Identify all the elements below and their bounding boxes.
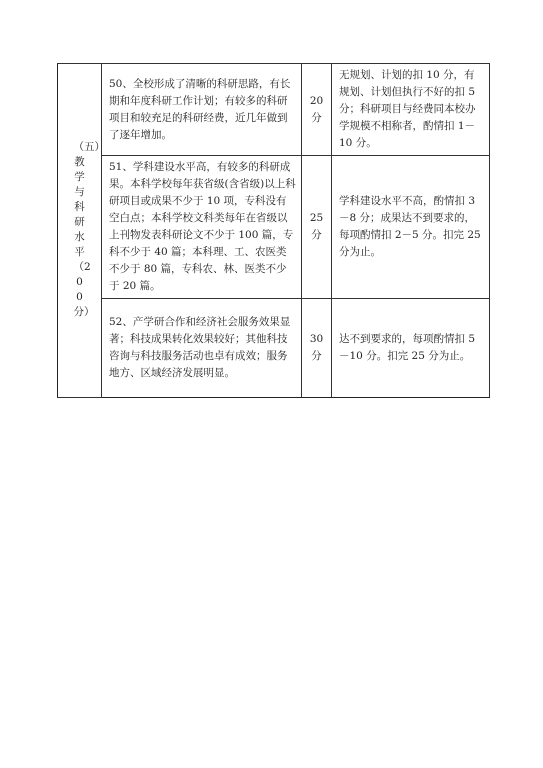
evaluation-table: [57, 63, 490, 398]
standard-cell: 52、产学研合作和经济社会服务效果显著；科技成果转化效果较好；其他科技咨询与科技服务活动也卓有成效；服务地方、区域经济发展明显。: [102, 299, 302, 398]
table-row: [58, 64, 490, 156]
standard-cell: 50、全校形成了清晰的科研思路，有长期和年度科研工作计划；有较多的科研项目和较充足的科研经费，近几年做到了逐年增加。: [102, 64, 302, 156]
score-cell: 30 分: [302, 299, 332, 398]
rule-cell: 学科建设水平不高，酌情扣 3－8 分；成果达不到要求的，每项酌情扣 2－5 分。扣完 25 分为止。: [332, 156, 490, 299]
table-row: [58, 299, 490, 398]
category-cell: [58, 64, 105, 398]
score-cell: 20 分: [302, 64, 332, 156]
standard-cell: 51、学科建设水平高，有较多的科研成果。本科学校每年获省级(含省级)以上科研项目或成果不少于 10 项，专科没有空白点；本科学校文科类每年在省级以上刊物发表科研论文不少于 100 篇，专科不少于 40 篇；本科理、工、农医类不少于 80 篇，专科农、林、医类不少于 20 篇。: [102, 156, 302, 299]
category-label: （五）教学与科研水平（200分）: [73, 141, 105, 318]
rule-cell: 无规划、计划的扣 10 分，有规划、计划但执行不好的扣 5 分；科研项目与经费同本校办学规模不相称者，酌情扣 1－10 分。: [332, 64, 490, 156]
rule-cell: 达不到要求的，每项酌情扣 5－10 分。扣完 25 分为止。: [332, 299, 490, 398]
score-cell: 25 分: [302, 156, 332, 299]
table-row: [58, 156, 490, 299]
